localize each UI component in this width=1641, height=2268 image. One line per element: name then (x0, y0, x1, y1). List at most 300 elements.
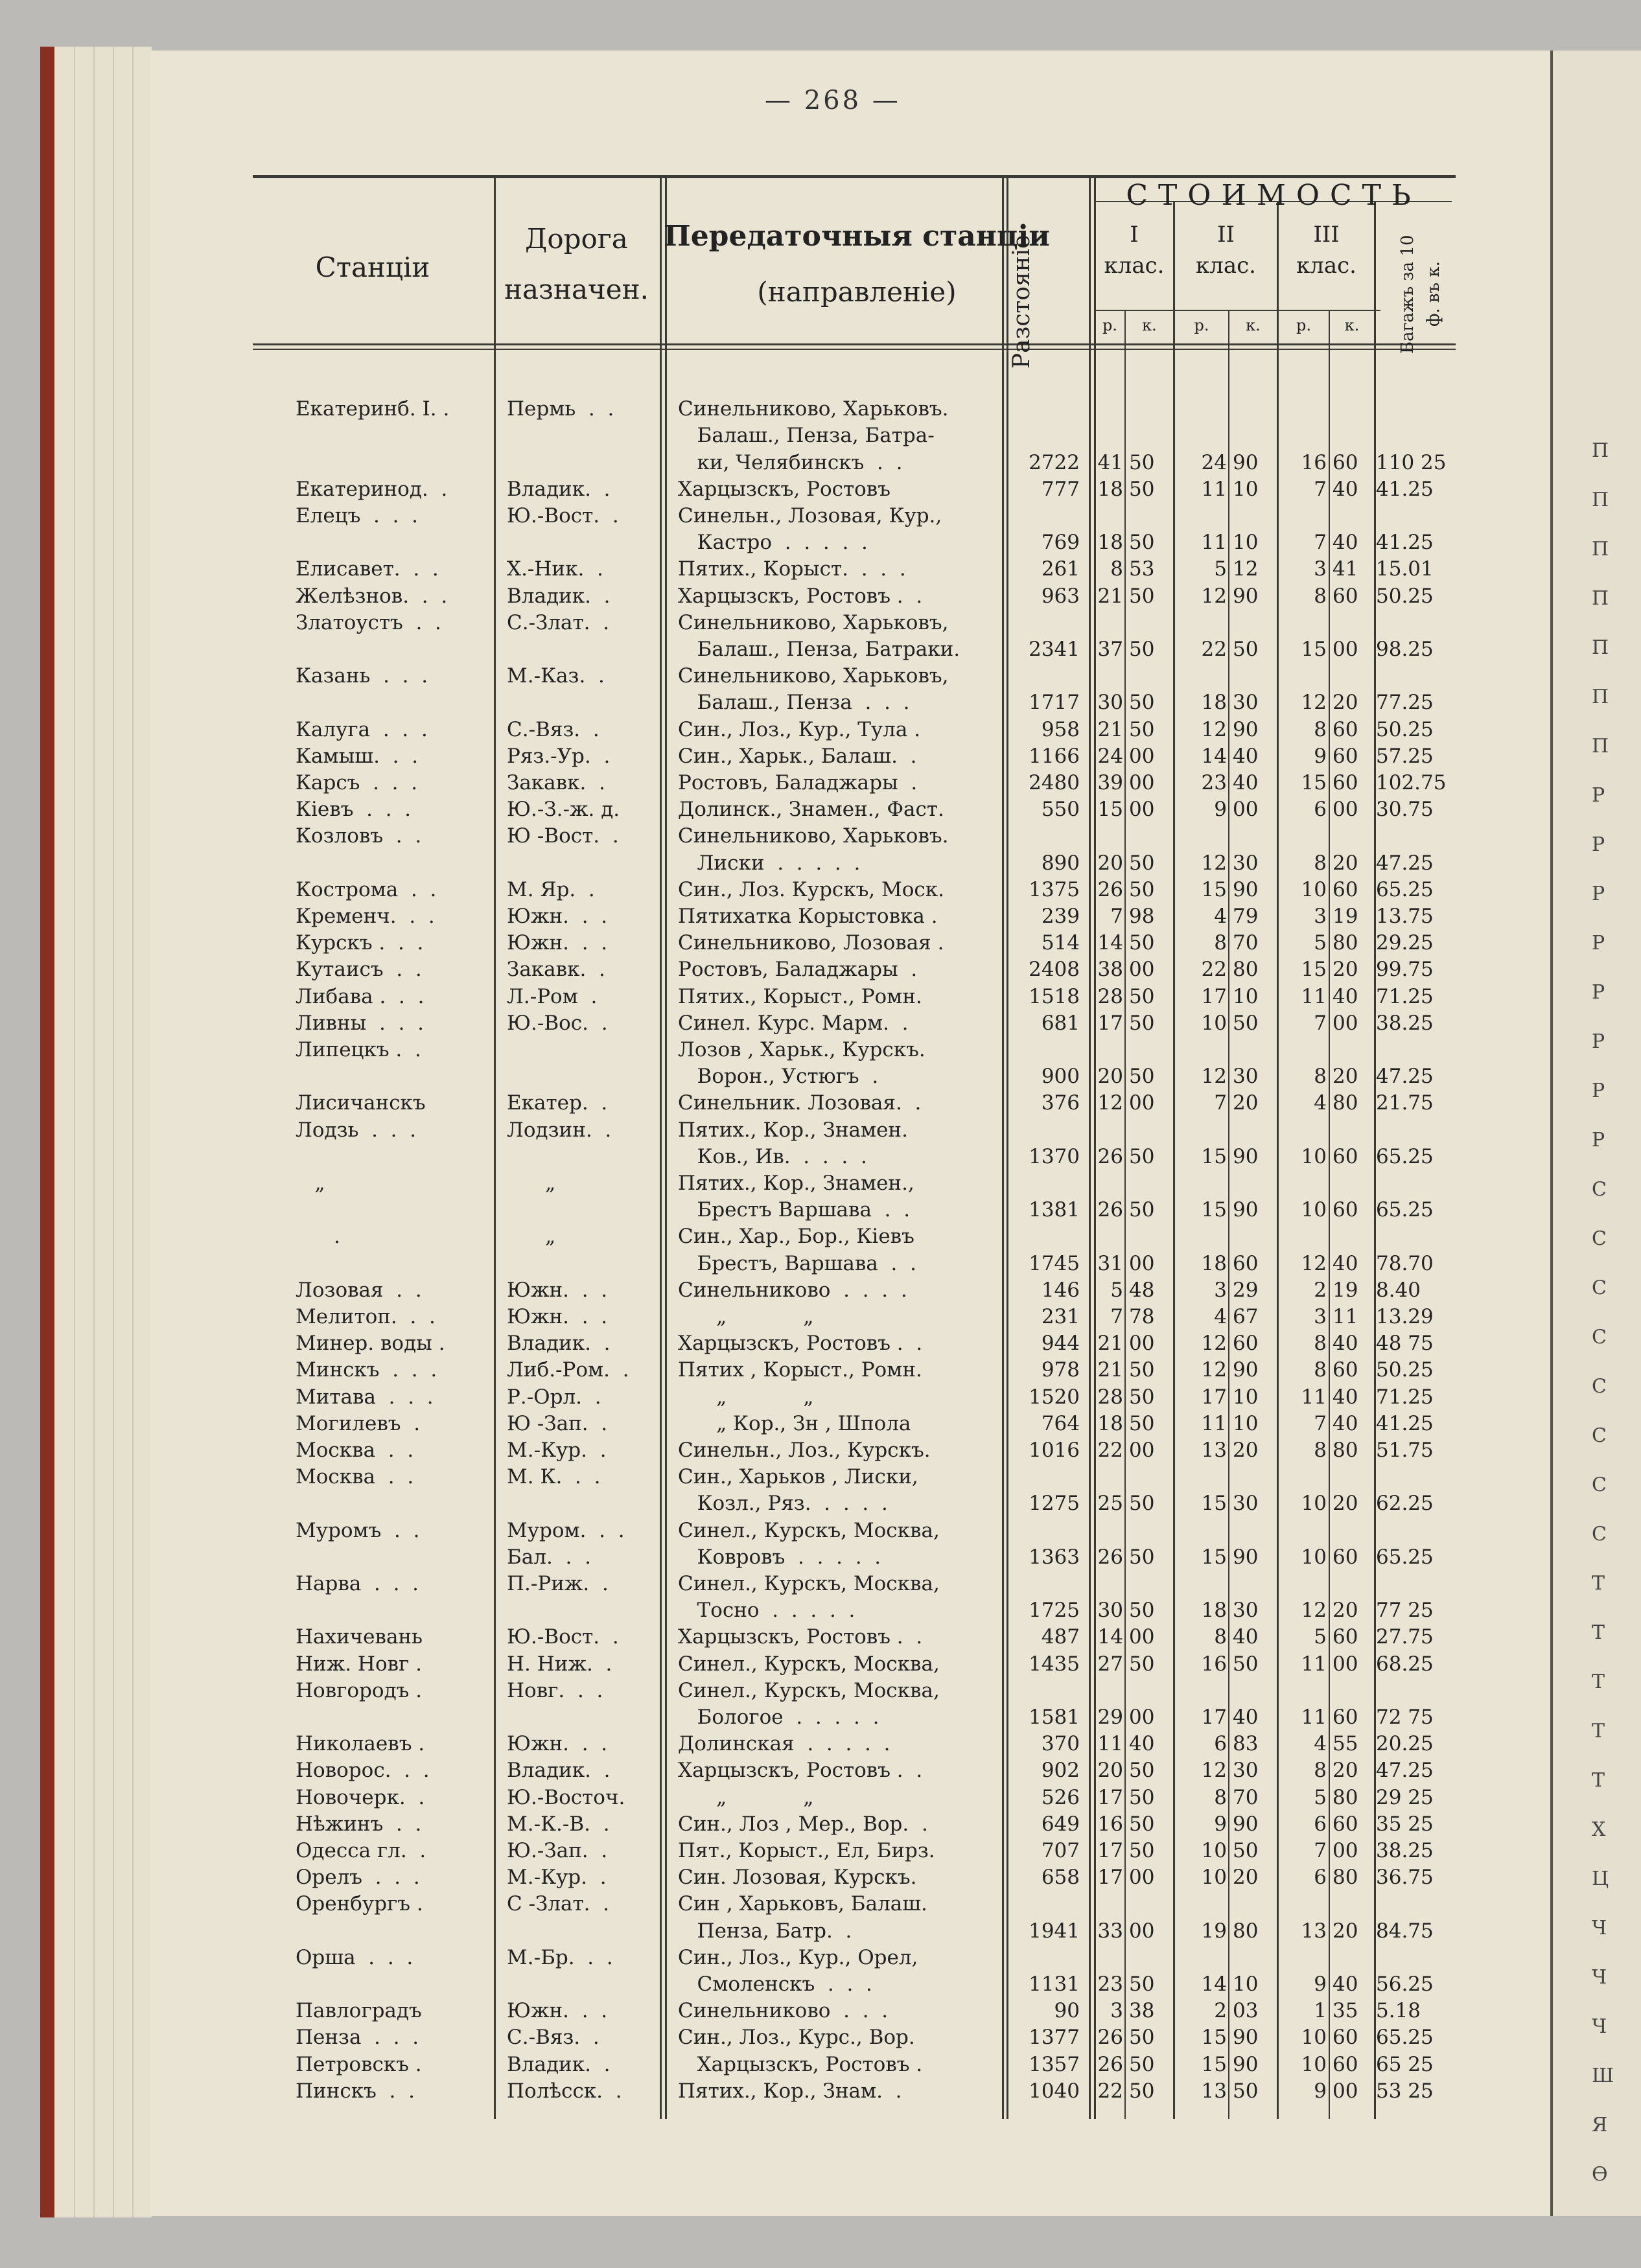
cell-c3k: 00 (1333, 798, 1358, 822)
cell-bag: 84.75 (1376, 1919, 1434, 1943)
cell-c2k: 40 (1233, 1625, 1259, 1649)
cell-c2r: 10 (1201, 1866, 1227, 1890)
cell-road: Л.-Ром . (507, 984, 598, 1008)
cell-road: Владик. . (507, 584, 611, 608)
cell-transfer: Брестъ Варшава . . (678, 1198, 911, 1222)
cell-dist: 1131 (1029, 1973, 1080, 1996)
cell-bag: 20.25 (1376, 1732, 1434, 1756)
cell-c2k: 50 (1233, 1839, 1259, 1862)
cell-c2k: 80 (1233, 958, 1259, 982)
cell-dist: 1435 (1029, 1652, 1080, 1676)
cell-c1r: 26 (1097, 877, 1123, 901)
cell-c1r: 28 (1097, 984, 1123, 1008)
cell-c3k: 60 (1333, 877, 1358, 901)
cell-bag: 50.25 (1376, 1358, 1434, 1382)
cell-c2k: 03 (1233, 1999, 1259, 2023)
cell-c1k: 50 (1129, 450, 1155, 474)
cell-c1k: 50 (1129, 1599, 1155, 1623)
next-page-fragment: Ц (1592, 1868, 1609, 1890)
cell-transfer: Пятих., Корыст. . . . (678, 557, 906, 581)
cell-c3r: 7 (1314, 1411, 1327, 1435)
next-page-fragment: Р (1592, 1080, 1605, 1102)
cell-transfer: Брестъ, Варшава . . (678, 1251, 916, 1275)
next-page-fragment: Р (1592, 883, 1605, 905)
cell-c1r: 39 (1097, 771, 1123, 794)
cell-c2k: 00 (1233, 798, 1259, 822)
header-road (494, 214, 659, 315)
cell-c2r: 13 (1201, 2079, 1227, 2103)
cell-road: С.-Вяз. . (507, 717, 599, 741)
cell-road: Ю -Вост. . (507, 824, 619, 848)
cell-bag: 57.25 (1376, 744, 1434, 768)
cell-dist: 261 (1041, 557, 1080, 581)
cell-dist: 2408 (1029, 958, 1080, 982)
cell-c3r: 5 (1314, 931, 1327, 955)
cell-dist: 958 (1041, 717, 1080, 741)
cell-road: Владик. . (507, 1332, 611, 1356)
cell-transfer: Пенза, Батр. . (678, 1919, 852, 1943)
cell-c2r: 19 (1201, 1919, 1227, 1943)
header-road-line2: назначен. (504, 273, 649, 305)
cell-c3k: 20 (1333, 1492, 1358, 1516)
cell-road: Закавк. . (507, 958, 605, 982)
cell-transfer: Синел., Курскъ, Москва, (678, 1572, 940, 1595)
cell-c3r: 4 (1314, 1732, 1327, 1756)
cell-c1r: 30 (1097, 691, 1123, 715)
cell-c2k: 83 (1233, 1732, 1259, 1756)
cell-transfer: Ворон., Устюгъ . (678, 1065, 879, 1089)
cell-station: Мелитоп. . . (296, 1305, 436, 1328)
header-road-line1: Дорога (525, 223, 628, 255)
header-cost: СТОИМОСТЬ (1126, 179, 1421, 212)
cell-bag: 77 25 (1376, 1599, 1434, 1623)
cell-transfer: Харцызскъ, Ростовъ . . (678, 584, 923, 608)
cell-c2r: 18 (1201, 1251, 1227, 1275)
cell-c1r: 41 (1097, 450, 1123, 474)
cell-road: Ю.-Вост. . (507, 1625, 619, 1649)
next-page-fragment: Х (1592, 1818, 1606, 1841)
cell-c1r: 37 (1097, 638, 1123, 661)
cell-station: Лисичанскъ (296, 1091, 426, 1115)
cell-station: Ниж. Новг . (296, 1652, 423, 1676)
cell-transfer: „ „ (678, 1385, 814, 1409)
cell-bag: 30.75 (1376, 798, 1434, 822)
header-class-1-label: клас. (1104, 253, 1165, 279)
cell-bag: 38.25 (1376, 1839, 1434, 1862)
cell-c2k: 79 (1233, 905, 1259, 928)
cell-c2r: 6 (1214, 1732, 1227, 1756)
cell-c1k: 50 (1129, 1144, 1155, 1168)
cell-c1k: 00 (1129, 1866, 1155, 1890)
cell-dist: 376 (1041, 1091, 1080, 1115)
cell-c1k: 50 (1129, 1785, 1155, 1809)
cell-c3r: 3 (1314, 905, 1327, 928)
cell-station: Липецкъ . . (296, 1038, 421, 1061)
cell-c1r: 20 (1097, 851, 1123, 875)
cell-road: М.-Бр. . . (507, 1945, 613, 1969)
cell-c2r: 11 (1201, 477, 1227, 501)
cell-road: Ю.-Восточ. (507, 1785, 625, 1809)
cell-transfer: Синел. Курс. Марм. . (678, 1011, 909, 1035)
next-page-fragment: Р (1592, 784, 1605, 807)
cell-transfer: Синельниково, Харьковъ. (678, 824, 949, 848)
cell-station: Нѣжинъ . . (296, 1812, 422, 1836)
cell-c2k: 40 (1233, 1706, 1259, 1729)
cell-c3k: 00 (1333, 1652, 1358, 1676)
cell-station: Кутаисъ . . (296, 958, 422, 982)
cell-station: . (296, 1225, 340, 1249)
cell-c1k: 50 (1129, 477, 1155, 501)
cell-dist: 1381 (1029, 1198, 1080, 1222)
cell-road: Ю.-З.-ж. д. (507, 798, 620, 822)
cell-c1k: 00 (1129, 1251, 1155, 1275)
cell-c2r: 24 (1201, 450, 1227, 474)
cell-c2r: 15 (1201, 1144, 1227, 1168)
cell-c1r: 5 (1110, 1278, 1123, 1302)
cell-c3r: 3 (1314, 1305, 1327, 1328)
cell-c1k: 00 (1129, 1919, 1155, 1943)
cell-road: Южн. . . (507, 1732, 608, 1756)
cell-c2r: 12 (1201, 1065, 1227, 1089)
cell-c3k: 00 (1333, 1011, 1358, 1035)
cell-bag: 53 25 (1376, 2079, 1434, 2103)
cell-road: С.-Злат. . (507, 610, 610, 634)
cell-c2r: 16 (1201, 1652, 1227, 1676)
cell-c2r: 12 (1201, 1332, 1227, 1356)
cell-c3r: 10 (1301, 2026, 1327, 2050)
cell-c2r: 12 (1201, 851, 1227, 875)
cell-c1k: 50 (1129, 984, 1155, 1008)
cell-bag: 13.29 (1376, 1305, 1434, 1328)
cell-transfer: Балаш., Пенза . . . (678, 691, 910, 715)
cell-c2k: 10 (1233, 1385, 1259, 1409)
cell-c3r: 12 (1301, 1599, 1327, 1623)
cell-road: Р.-Орл. . (507, 1385, 601, 1409)
cell-c2r: 8 (1214, 1785, 1227, 1809)
cell-c3r: 8 (1314, 1759, 1327, 1783)
cell-c3r: 10 (1301, 877, 1327, 901)
header-kop-2: к. (1246, 316, 1261, 334)
next-page-fragment: С (1592, 1326, 1607, 1348)
cell-bag: 38.25 (1376, 1011, 1434, 1035)
page-number: — 268 — (765, 86, 901, 115)
cell-c2r: 17 (1201, 1385, 1227, 1409)
cell-c1k: 00 (1129, 744, 1155, 768)
cell-station: Орша . . . (296, 1945, 413, 1969)
cell-c1k: 00 (1129, 798, 1155, 822)
cell-transfer: Козл., Ряз. . . . . (678, 1492, 888, 1516)
cell-station: Либава . . . (296, 984, 425, 1008)
cell-c2k: 90 (1233, 877, 1259, 901)
cell-road: Владик. . (507, 1759, 611, 1783)
cell-transfer: Синельн., Лоз., Курскъ. (678, 1439, 931, 1462)
cell-dist: 978 (1041, 1358, 1080, 1382)
cell-dist: 681 (1041, 1011, 1080, 1035)
cell-c2r: 10 (1201, 1011, 1227, 1035)
cell-c1r: 18 (1097, 477, 1123, 501)
cell-c1k: 50 (1129, 1759, 1155, 1783)
cell-c3r: 7 (1314, 1839, 1327, 1862)
cell-road: Южн. . . (507, 1278, 608, 1302)
cell-bag: 56.25 (1376, 1973, 1434, 1996)
cell-c1r: 30 (1097, 1599, 1123, 1623)
next-page-fragment: Ѳ (1592, 2163, 1608, 2186)
cell-station: Кострома . . (296, 877, 437, 901)
cell-c3r: 2 (1314, 1278, 1327, 1302)
cell-c3r: 6 (1314, 798, 1327, 822)
cell-c3k: 20 (1333, 1065, 1358, 1089)
cell-station: Козловъ . . (296, 824, 422, 848)
header-kop-1: к. (1142, 316, 1157, 334)
cell-road: Лодзин. . (507, 1118, 612, 1142)
header-rub-3: р. (1296, 316, 1311, 334)
cell-c2k: 30 (1233, 1492, 1259, 1516)
cell-bag: 29 25 (1376, 1785, 1434, 1809)
cell-bag: 102.75 (1376, 771, 1447, 794)
cell-c2k: 90 (1233, 1358, 1259, 1382)
cell-c2k: 90 (1233, 717, 1259, 741)
cell-station: Лозовая . . (296, 1278, 422, 1302)
header-transfer-stations (662, 209, 1051, 320)
cell-c3k: 60 (1333, 584, 1358, 608)
cell-station: Митава . . . (296, 1385, 434, 1409)
cell-c2k: 90 (1233, 450, 1259, 474)
cell-transfer: Синельниково, Харьковъ, (678, 664, 949, 688)
cell-c2r: 12 (1201, 584, 1227, 608)
cell-station: Камыш. . . (296, 744, 419, 768)
cell-c3k: 60 (1333, 1812, 1358, 1836)
cell-c1k: 00 (1129, 1332, 1155, 1356)
next-page-fragment: Т (1592, 1720, 1605, 1742)
cell-c2k: 12 (1233, 557, 1259, 581)
cell-bag: 41.25 (1376, 531, 1434, 555)
cell-c1k: 50 (1129, 1198, 1155, 1222)
cell-c3k: 20 (1333, 851, 1358, 875)
cell-c2r: 8 (1214, 931, 1227, 955)
cell-bag: 71.25 (1376, 1385, 1434, 1409)
next-page-fragment: Ч (1592, 1966, 1607, 1989)
cell-c3r: 11 (1301, 1385, 1327, 1409)
cell-c2k: 30 (1233, 851, 1259, 875)
cell-c1k: 78 (1129, 1305, 1155, 1328)
cell-transfer: Ков., Ив. . . . . (678, 1144, 867, 1168)
cell-c1k: 50 (1129, 1358, 1155, 1382)
cell-c3r: 3 (1314, 557, 1327, 581)
cell-transfer: Харцызскъ, Ростовъ . . (678, 1759, 923, 1783)
cell-station: Петровскъ . (296, 2052, 422, 2076)
cell-station: Нарва . . . (296, 1572, 419, 1595)
cell-c3k: 20 (1333, 1919, 1358, 1943)
cell-c3r: 10 (1301, 1198, 1327, 1222)
next-page-fragment: Т (1592, 1572, 1605, 1595)
next-page-fragment: П (1592, 489, 1609, 511)
cell-c2r: 4 (1214, 905, 1227, 928)
cell-c1r: 26 (1097, 2026, 1123, 2050)
cell-c1k: 50 (1129, 877, 1155, 901)
cell-c1k: 50 (1129, 584, 1155, 608)
next-page-fragment: П (1592, 636, 1609, 659)
next-page-fragment: Р (1592, 1030, 1605, 1053)
cell-c1r: 26 (1097, 2052, 1123, 2076)
cell-c3k: 19 (1333, 1278, 1358, 1302)
cell-c1k: 50 (1129, 1545, 1155, 1569)
cell-transfer: Пятих., Кор., Знам. . (678, 2079, 902, 2103)
cell-c1r: 11 (1097, 1732, 1123, 1756)
cell-c1r: 17 (1097, 1839, 1123, 1862)
cell-c2r: 15 (1201, 2026, 1227, 2050)
cell-station: Пинскъ . . (296, 2079, 415, 2103)
cell-c1r: 20 (1097, 1759, 1123, 1783)
cell-c2r: 22 (1201, 958, 1227, 982)
next-page-fragment: Р (1592, 981, 1605, 1004)
cell-c2r: 14 (1201, 1973, 1227, 1996)
cell-c2k: 50 (1233, 1011, 1259, 1035)
cell-station: Златоустъ . . (296, 610, 441, 634)
cell-dist: 1375 (1029, 877, 1080, 901)
cell-transfer: „ „ (678, 1305, 814, 1328)
cell-station: Екатеринб. I. . (296, 397, 450, 421)
cell-dist: 1166 (1029, 744, 1080, 768)
cell-c3r: 11 (1301, 1652, 1327, 1676)
cell-c2k: 60 (1233, 1251, 1259, 1275)
cell-c3k: 60 (1333, 1358, 1358, 1382)
cell-c1k: 00 (1129, 1625, 1155, 1649)
cell-c1k: 50 (1129, 1385, 1155, 1409)
cell-station: Курскъ . . . (296, 931, 424, 955)
cell-c1k: 38 (1129, 1999, 1155, 2023)
cell-dist: 1016 (1029, 1439, 1080, 1462)
cell-c3r: 7 (1314, 477, 1327, 501)
header-class-2 (1175, 219, 1277, 281)
cell-c1r: 17 (1097, 1011, 1123, 1035)
cell-c1r: 26 (1097, 1545, 1123, 1569)
cell-c1k: 50 (1129, 851, 1155, 875)
cell-c3r: 8 (1314, 1065, 1327, 1089)
cell-dist: 1275 (1029, 1492, 1080, 1516)
cell-c3r: 1 (1314, 1999, 1327, 2023)
cell-transfer: Син , Харьковъ, Балаш. (678, 1892, 927, 1916)
cell-c2k: 90 (1233, 2026, 1259, 2050)
cell-c1r: 8 (1110, 557, 1123, 581)
header-baggage: Багажъ за 10 ф. въ к. (1398, 235, 1443, 354)
cell-bag: 5.18 (1376, 1999, 1421, 2023)
book-spine-edge (40, 47, 152, 2217)
fare-table (253, 175, 1456, 2119)
cell-station: „ (296, 1172, 325, 1195)
cell-bag: 47.25 (1376, 1759, 1434, 1783)
cell-c3k: 40 (1333, 1385, 1358, 1409)
next-page-fragment: Р (1592, 932, 1605, 955)
cell-transfer: Балаш., Пенза, Батра- (678, 424, 935, 448)
cell-road: Екатер. . (507, 1091, 608, 1115)
cell-transfer: Бологое . . . . . (678, 1706, 879, 1729)
cell-c3r: 5 (1314, 1625, 1327, 1649)
cell-c1k: 53 (1129, 557, 1155, 581)
header-class-3-label: клас. (1296, 253, 1356, 279)
cell-c2r: 2 (1214, 1999, 1227, 2023)
cell-c3k: 11 (1333, 1305, 1358, 1328)
cell-station: Оренбургъ . (296, 1892, 423, 1916)
cell-c2r: 8 (1214, 1625, 1227, 1649)
cell-c1r: 31 (1097, 1251, 1123, 1275)
cell-station: Муромъ . . (296, 1518, 420, 1542)
cell-station: Москва . . (296, 1439, 414, 1462)
cell-c1k: 40 (1129, 1732, 1155, 1756)
cell-c3r: 15 (1301, 771, 1327, 794)
cell-c2k: 60 (1233, 1332, 1259, 1356)
cell-c3r: 15 (1301, 958, 1327, 982)
next-page-fragment: Ч (1592, 1917, 1607, 1939)
cell-c1k: 98 (1129, 905, 1155, 928)
cell-bag: 41.25 (1376, 477, 1434, 501)
cell-transfer: Синельниково . . . . (678, 1278, 907, 1302)
cell-c1r: 17 (1097, 1866, 1123, 1890)
next-page-fragment: Р (1592, 1129, 1605, 1151)
cell-dist: 944 (1041, 1332, 1080, 1356)
cell-c3r: 8 (1314, 1332, 1327, 1356)
cell-c2k: 30 (1233, 1599, 1259, 1623)
next-page-fragment: С (1592, 1523, 1607, 1545)
cell-dist: 900 (1041, 1065, 1080, 1089)
cell-dist: 514 (1041, 931, 1080, 955)
cell-bag: 77.25 (1376, 691, 1434, 715)
cell-c3k: 60 (1333, 450, 1358, 474)
header-distance: Разстояніе (1008, 235, 1035, 369)
cell-c2r: 13 (1201, 1439, 1227, 1462)
cell-c3r: 5 (1314, 1785, 1327, 1809)
cell-c2r: 18 (1201, 691, 1227, 715)
cell-bag: 65.25 (1376, 1198, 1434, 1222)
cell-road: Ряз.-Ур. . (507, 744, 611, 768)
cell-dist: 1717 (1029, 691, 1080, 715)
cell-c3k: 19 (1333, 905, 1358, 928)
cell-c2r: 12 (1201, 1759, 1227, 1783)
cell-c1r: 33 (1097, 1919, 1123, 1943)
cell-c3r: 7 (1314, 1011, 1327, 1035)
cell-c3r: 6 (1314, 1812, 1327, 1836)
cell-c3r: 10 (1301, 2052, 1327, 2076)
cell-transfer: Харцызскъ, Ростовъ . . (678, 1332, 923, 1356)
next-page-fragment: Т (1592, 1671, 1605, 1693)
cell-c3k: 55 (1333, 1732, 1358, 1756)
cell-c3k: 60 (1333, 2026, 1358, 2050)
cell-c2k: 29 (1233, 1278, 1259, 1302)
cell-c1k: 50 (1129, 1411, 1155, 1435)
cell-transfer: Лиски . . . . . (678, 851, 861, 875)
cell-transfer: Харцызскъ, Ростовъ (678, 477, 890, 501)
cell-c2r: 15 (1201, 1198, 1227, 1222)
cell-c3r: 12 (1301, 1251, 1327, 1275)
next-page-fragment: Ч (1592, 2015, 1607, 2038)
cell-c2k: 10 (1233, 984, 1259, 1008)
cell-dist: 890 (1041, 851, 1080, 875)
cell-c3k: 40 (1333, 477, 1358, 501)
cell-road: Полѣсск. . (507, 2079, 622, 2103)
cell-c2k: 70 (1233, 1785, 1259, 1809)
cell-transfer: Пятихатка Корыстовка . (678, 905, 938, 928)
cell-c2k: 50 (1233, 1652, 1259, 1676)
next-page-fragment: П (1592, 735, 1609, 758)
cell-c1r: 25 (1097, 1492, 1123, 1516)
cell-dist: 2480 (1029, 771, 1080, 794)
cell-c2k: 50 (1233, 638, 1259, 661)
cell-c1r: 38 (1097, 958, 1123, 982)
cell-c2k: 10 (1233, 1411, 1259, 1435)
cell-c2r: 18 (1201, 1599, 1227, 1623)
cell-transfer: Долинск., Знамен., Фаст. (678, 798, 944, 822)
cell-c2r: 15 (1201, 1492, 1227, 1516)
cell-c3r: 8 (1314, 1439, 1327, 1462)
